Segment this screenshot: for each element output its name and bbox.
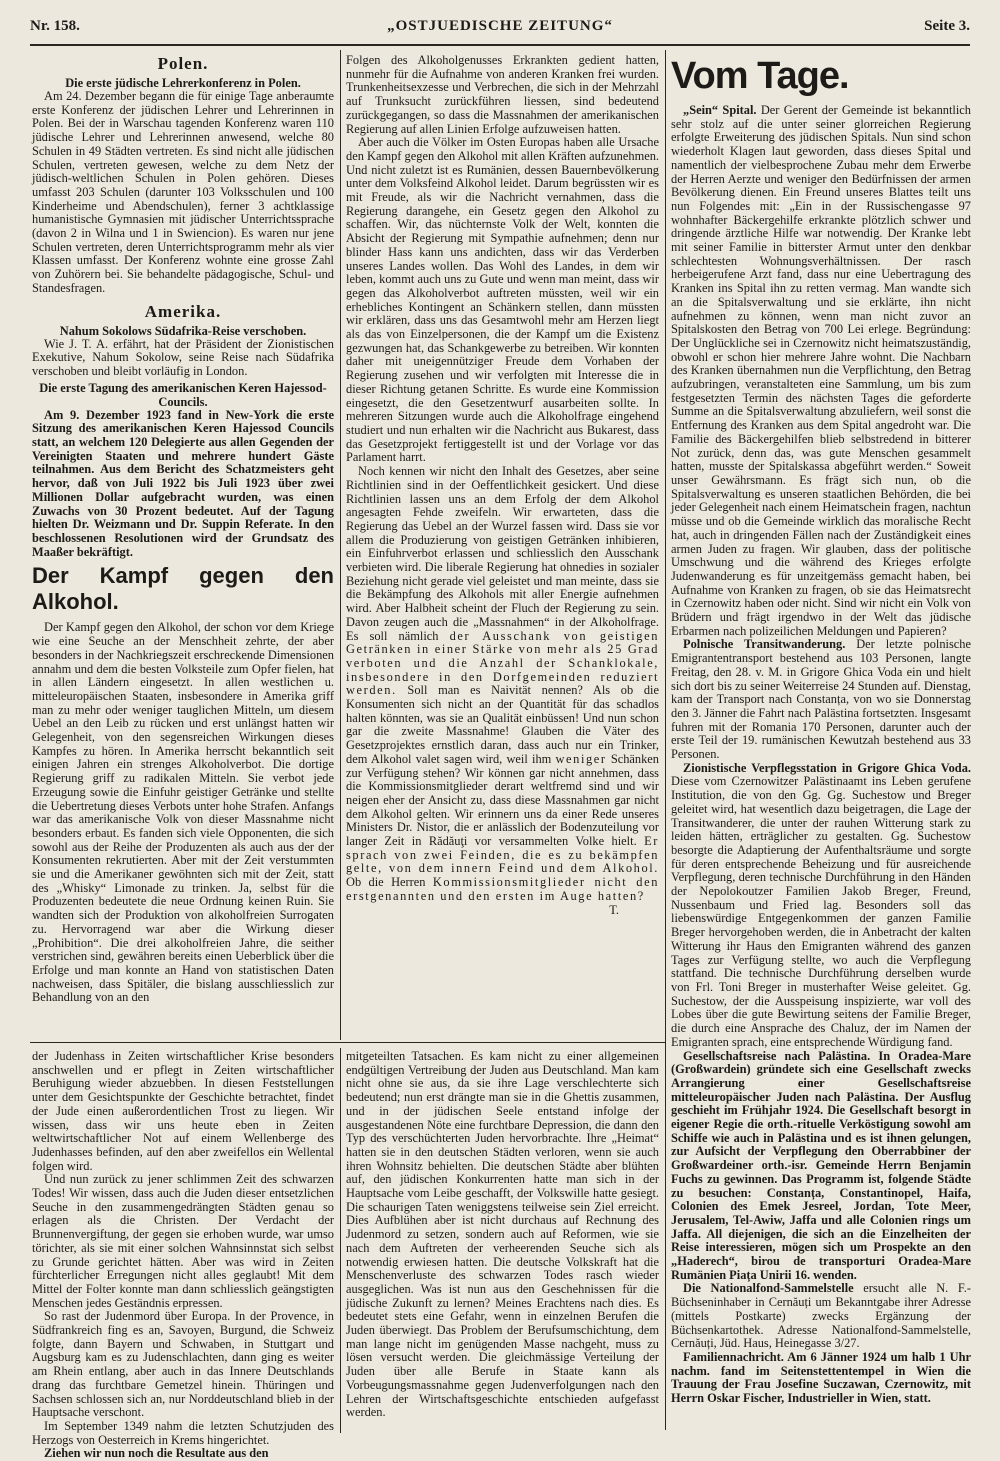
gesellschaftsreise-subheading: Gesellschaftsreise nach Palästina. xyxy=(683,1048,871,1063)
transit-article xyxy=(671,638,971,761)
column-rule-bottom xyxy=(340,1048,341,1433)
familie-text: Am 6 Jänner 1924 um halb 1 Uhr nachm. fand im Seitenstettentempel in Wien die Trauung der Frau Josefine Suczawan, Czernowitz, mit Herrn Oskar Fischer, Industrieller in Wien, statt. xyxy=(671,1349,971,1406)
column-1 xyxy=(32,54,334,1039)
polen-article: Am 24. Dezember begann die für einige Tage anberaumte erste Konferenz der jüdischen Lehrer und Lehrerinnen in Polen. Bei der in Warschau tagenden Konferenz waren 110 jüdische Lehrer und Lehrerinnen anwesend, welche 80 Schulen in 49 Städten vertreten. Es sind nicht alle jüdischen Schulen, vertreten gewesen, welche zu dem Netz der jüdisch-weltlichen Schulen in Polen gehören. Dieses umfasst 203 Schulen (darunter 103 Volksschulen und 100 Kinderheime und Abendschulen), ferner 3 achtklassige humanistische Gymnasien mit jüdischer Unterrichtssprache (davon 2 in Wilna und 1 in Swiencion). Es waren nur jene Schulen vertreten, deren Unterrichtsprogramm mehr als vier Klassen umfasst. Der Konferenz wohnte eine grosse Zahl von Zuhörern bei. Sie behandelte pädagogische, Schul- und Standesfragen. xyxy=(32,89,334,295)
judenhass-part6: mitgeteilten Tatsachen. Es kam nicht zu einer allgemeinen endgültigen Vertreibung der Juden aus Deutschland. Man kam nicht ohne sie aus, da sie ihre Lage verschlechterte sich bedeutend; nun erst drängte man sie in die Ghettis zusammen, und in der jüdischen Seele entstand infolge der ausgestandenen Nöte eine furchtbare Depression, die dann den Typ des verschüchterten Juden hervorbrachte. Ihre „Heimat“ hatten sie in den deutschen Städten verloren, wenn sie auch ihren Wohnsitz behielten. Die deutschen Städte aber blühten auf, den jüdischen Konkurrenten hatte man sich in der Hauptsache vom Leibe geschafft, der Volkswille hatte gesiegt. Die schaurigen Taten weniggstens teilweise sein Ziel erreicht. Dies Aufblühen aber ist nicht durchaus auf Rechnung des Judenmord zu setzen, sondern auch auf Reformen, wie sie nach dem Auftreten der verheerenden Seuche sich als notwendig erwiesen hatten. Die deutsche Volkskraft hat die Menschenverluste des schwarzen Todes rasch wieder ausgeglichen. Was ist nun aus den Geschehnissen für die jüdische Zukunft zu lernen? Meines Erachtens nach dies. Es bedeutet stets eine Gefahr, wenn in einzelnen Berufen die Juden überwiegt. Das Problem der Berufsumschichtung, dem man lange nicht im genügenden Masse nachgeht, muss zu lösen versucht werden. Die gleichmässige Verteilung der Juden über alle Berufe in Staate kann als Vorbeugungsmassnahme gegen Judenverfolgungen nach den Lehren der Wirtschaftsgeschichte entschieden aufgefasst werden. xyxy=(346,1049,659,1420)
alkohol-text-d: Ob die Herren xyxy=(346,875,433,890)
judenhass-part2: Und nun zurück zu jener schlimmen Zeit des schwarzen Todes! Wir wissen, dass auch die Juden dieser entsetzlichen Seuche in den zusammengedrängten Städten genau so erlagen als die Christen. Der Verdacht der Brunnenvergiftung, der gegen sie erhoben wurde, war umso törichter, als sie mit einer solchen Wahnsinnstat sich selbst zu Grunde gerichtet hätten. Aber was wird in Zeiten fürchterlicher Erregungen nicht alles geglaubt! Mit dem Mittel der Folter konnte man dann schliesslich geängstigten Menschen jedes Geständnis erpressen. xyxy=(32,1172,334,1310)
polen-subheading: Die erste jüdische Lehrerkonferenz in Polen. xyxy=(65,76,301,90)
bottom-column-right xyxy=(346,1050,659,1440)
alkohol-spaced-d: Kommissionsmitglieder nicht den erstgenannten und den ersten im Auge hatten? xyxy=(346,875,659,903)
spital-text: Der Gerent der Gemeinde ist bekanntlich sehr stolz auf die unter seiner glorreichen Regierung erfolgte Erweiterung des jüdischen Spitals. Nun sind schon wiederholt Klagen laut geworden, dass dieses Spital und namentlich der vielbesprochene Zubau mehr dem Erwerbe der Herren Aerzte und weniger den Bedürfnissen der armen Bevölkerung dienen. Ein Freund unseres Blattes teilt uns nun Folgendes mit: „Ein in der Russischengasse 97 wohnhafter Bäckergehilfe erkrankte plötzlich schwer und dringende ärztliche Hilfe war notwendig. Der Kranke lebt mit seiner Familie in bitterster Armut unter den denkbar schlechtesten Wohnungsverhältnissen. Der rasch herbeigerufene Arzt fand, dass nur eine Uebertragung des Kranken ins Spital ihn zu retten vermag. Man wandte sich an die Spitalsverwaltung und sie erklärte, ihn nicht aufnehmen zu können, wenn man nicht zuvor an Spitalskosten den Betrag von 700 Lei erlege. Begründung: Der Unglückliche sei in Czernowitz nicht heimatszuständig, obwohl er schon hier mehrere Jahre wohnt. Die Nachbarn des Kranken übernahmen nun die Verpflichtung, den Betrag aufzubringen, veranstalteten eine Sammlung, um bis zum festgesetzten Termin des nächsten Tages die geforderte Summe an die Spitalsverwaltung abzuliefern, weil sonst die Entfernung des Kranken aus dem Spital angedroht war. Die Familie des Bäckergehilfen blieb selbstredend in bitterer Not zurück, denn das, was gute Menschen gesammelt hatten, musste der Spitalskassa abgeführt werden.“ Soweit unser Gewährsmann. Es frägt sich nun, ob die Spitalsverwaltung es unseren staatlichen Behörden, die bei jeder Gelegenheit nach einem Heimatschein fragen, nachtun müsse und ob die Gemeinde wirklich das moralische Recht hat, auch in dringenden Fällen nach der Zuständigkeit eines armen Juden zu fragen. Wir glauben, dass der politische Umschwung und die während des Krieges erfolgte Judenwanderung es für unzeitgemäss gemacht haben, bei Aufnahme von Kranken zu fragen, ob sie das Heimatsrecht in Czernowitz haben oder nicht. Sind wir nicht ein Volk von Brüdern und frägt irgendwo in der Welt das jüdische Erbarmen nach polizeilichen Meldungen und Papieren? xyxy=(671,103,971,638)
alkohol-article-part3: Aber auch die Völker im Osten Europas haben alle Ursache den Kampf gegen den Alkohol mit allen Kräften aufzunehmen. Und nicht zuletzt ist es Rumänien, dessen Bauernbevölkerung unter dem Volksfeind Alkohol leidet. Darum begrüssten wir es mit Freude, als wir die Nachricht vernahmen, dass die Regierung darangehe, ein Gesetz gegen den Alkohol zu schaffen. Wir, das nüchternste Volk der Welt, konnten die Absicht der Regierung mit Sympathie aufnehmen; denn nur blinder Hass kann uns andichten, dass wir das Verderben unseres Landes wollen. Das Wohl des Landes, in dem wir leben, kommt auch uns zu Gute und wenn man meint, dass wir gegen das Alkoholverbot auftreten müssten, weil wir ein erhebliches Kontingent an Schänkern stellen, dann müssten wir erklären, dass uns das Gesamtwohl mehr am Herzen liegt als das von Einzelpersonen, die der Kampf um die Existenz gezwungen hat, das Schankgewerbe zu betreiben. Wir konnten daher mit uneigennütziger Freude dem Vorhaben der Regierung zusehen und wir verfolgten mit Interesse die in dieser Richtung getanen Schritte. Es wurde eine Kommission eingesetzt, die den Gesetzentwurf ausarbeiten sollte. In mehreren Sitzungen wurde auch die Alkoholfrage eingehend studiert und nun erhalten wir die Nachricht aus Bukarest, dass das Gesetzprojekt fertiggestellt ist und der Vorlage vor das Parlament harrt. xyxy=(346,135,659,465)
newspaper-title: „OSTJUEDISCHE ZEITUNG“ xyxy=(387,18,613,34)
nationalfond-text: ersucht alle N. F.-Büchseninhaber in Cernăuți um Bekanntgabe ihrer Adresse (mittels Postkarte) zwecks Ergänzung der Büchsenkartothek. Adresse Nationalfond-Sammelstelle, Cernăuți, Jüd. Haus, Heinegasse 3/27. xyxy=(671,1281,971,1351)
judenhass-part4: Im September 1349 nahm die letzten Schutzjuden des Herzogs von Oesterreich in Krems hingerichtet. xyxy=(32,1418,334,1447)
verpflegs-subheading: Zionistische Verpflegsstation in Grigore Ghica Voda. xyxy=(683,760,971,775)
gesellschaftsreise-article xyxy=(671,1050,971,1283)
spital-article xyxy=(671,104,971,638)
header-rule xyxy=(30,44,970,46)
alkohol-text-c: Schänken zur Verfügung stehen? Wir können gar nicht annehmen, dass die Kommissionsmitglieder derart weltfremd sind und wir neigen eher der Ansicht zu, dass diese Massnahmen gar nicht dem Alkohol gelten. Wir erinnern uns da einer Rede unseres Ministers Dr. Nistor, die er anlässlich der Bodenzuteilung vor langer Zeit in Rădăuţi vor versammelten Volke hielt. xyxy=(346,751,659,849)
alkohol-spaced-a: der Ausschank von geistigen Getränken in einer Stärke von mehr als 25 Grad verboten und die Anzahl der Schanklokale, insbesondere in den Dorfgemeinden reduziert werden. xyxy=(346,628,660,698)
gesellschaftsreise-text: In Oradea-Mare (Großwardein) gründete sich eine Gesellschaft zwecks Arrangierung einer Gesellschaftsreise mitteleuropäischer Juden nach Palästina. Der Ausflug geschieht im Frühjahr 1924. Die Gesellschaft besorgt in eigener Regie die orth.-rituelle Verköstigung sowohl am Schiffe wie auch in Palästina und es ist ihnen gelungen, zur Aufsicht der Verpflegung den Oberrabbiner der Großwardeiner orth.-isr. Gemeinde Herrn Benjamin Fuchs zu gewinnen. Das Programm ist, folgende Städte zu besuchen: Constanța, Constantinopel, Haifa, Colonien des Emek Jesreel, Jordan, Tote Meer, Jerusalem, Tel-Awiw, Jaffa und alle Colonien rings um Jaffa. All diejenigen, die sich an die Einzelheiten der Reise interessieren, mögen sich um Prospekte an den „Haderech“, birou de transporturi Oradea-Mare Rumänien Piața Unirii 16. wenden. xyxy=(671,1048,972,1282)
alkohol-article-part2: Folgen des Alkoholgenusses Erkrankten gedient hatten, nunmehr für die Aufnahme von anderen Kranken frei wurden. Trunkenheitsexzesse und Verbrechen, die sich in der Mehrzahl auf Trunksucht zurückführen liessen, sind bedeutend zurückgegangen, so dass die Massnahmen der amerikanischen Regierung auf allen Linien Erfolge aufzuweisen hatten. xyxy=(346,53,659,136)
keren-hajessod-article: Am 9. Dezember 1923 fand in New-York die erste Sitzung des amerikanischen Keren Hajessod Councils statt, an welchem 120 Delegierte aus allen Gegenden der Vereinigten Staaten und mehrere hundert Gäste teilnahmen. Aus dem Bericht des Schatzmeisters geht hervor, daß von Juli 1922 bis Juli 1923 über zwei Millionen Dollar aufgebracht wurden, was einen Zuwachs von 30 Prozent bedeutet. Auf der Tagung hielten Dr. Weizmann und Dr. Suppin Referate. In den beschlossenen Resolutionen wird der Grundsatz des Maaßer bekräftigt. xyxy=(32,407,334,559)
page-header xyxy=(30,18,970,42)
article-signature: T. xyxy=(609,902,619,917)
alkohol-heading: Der Kampf gegen den Alkohol. xyxy=(32,563,334,615)
section-rule xyxy=(30,1042,665,1043)
nationalfond-article xyxy=(671,1282,971,1351)
sokolow-subheading: Nahum Sokolows Südafrika-Reise verschoben. xyxy=(59,323,307,338)
amerika-heading: Amerika. xyxy=(144,301,222,321)
familie-subheading: Familiennachricht. xyxy=(683,1349,784,1364)
verpflegs-text: Diese vom Czernowitzer Palästinaamt ins Leben gerufene Institution, die von den Gg. Gg. Suchestow und Breger geleitet wird, hat wesentlich dazu beigetragen, die Lage der Transitwanderer, die unter der rauhen Witterung stark zu leiden hätten, erträglicher zu gestalten. Gg. Suchestow besorgte die Adaptierung der Aufenthaltsräume und sorgte für deren entsprechende Beheizung und für ausreichende Verpflegung, deren technische Durchführung in den Händen der Nepolokoutzer Familien Jakob Breger, Freund, Nussenbaum und Fried lag. Besonders soll das liebenswürdige Entgegenkommen der ganzen Familie Breger hervorgehoben werden, die in Anbetracht der kalten Witterung ihr Haus den Emigranten während des ganzen Tages zur Verfügung stellte, wo auch die Verpflegung stattfand. Die technische Durchführung derselben wurde von Frl. Toni Breger in musterhafter Weise geleitet. Gg. Suchestow, der die Ausspeisung inspizierte, war voll des Lobes über die gute Bewirtung seitens der Familie Breger, die durch eine Ansprache des Chaluz, der im Namen der Emigranten sprach, eine entsprechende Würdigung fand. xyxy=(671,774,971,1049)
keren-hajessod-subheading: Die erste Tagung des amerikanischen Keren Hajessod-Councils. xyxy=(39,380,327,409)
column-3 xyxy=(671,54,971,1429)
alkohol-text-a: Noch kennen wir nicht den Inhalt des Gesetzes, aber seine Richtlinien sind in der Oeffentlichkeit gesickert. Und diese Richtlinien lassen uns an dem Erfolg der dem Alkohol angesagten Fehde zweifeln. Wir erwarteten, dass die Regierung das Uebel an der Wurzel fassen wird. Dass sie vor allem die Produzierung von geistigen Getränken inhibieren, ein Einfuhrverbot erlassen und schliesslich den Ausschank verbieten wird. Die liberale Regierung hat ohnedies in sozialer Beziehung nicht gerade viel geleistet und man meinte, dass sie die Bekämpfung des Alkohols mit aller Energie aufnehmen wird. Aber Halbheit scheint der Fluch der Regierung zu sein. Davon zeugen auch die „Massnahmen“ in der Alkoholfrage. Es soll nämlich xyxy=(346,464,659,643)
transit-subheading: Polnische Transitwanderung. xyxy=(683,637,846,652)
alkohol-text-b: Soll man es Naivität nennen? Als ob die Konsumenten sich nicht an der Quantität für das schadlos halten könnten, was sie an Qualität einbüssen! Und nun schon gar die zweite Massnahme! Glauben die Väter des Gesetzprojektes ernstlich daran, dass auch nur ein Trinker, dem Alkohol valet sagen wird, weil ihm xyxy=(346,683,659,766)
vom-tage-heading: Vom Tage. xyxy=(671,55,849,97)
alkohol-article-part4 xyxy=(346,465,659,904)
bottom-column-left xyxy=(32,1049,334,1461)
judenhass-part3: So rast der Judenmord über Europa. In der Provence, in Südfrankreich fing es an, Savoyen, Burgund, die Schweiz folgte, dann Bayern und Schwaben, in Stuttgart und Augsburg kam es zu Judenschlachten, dann ging es weiter am Rhein entlang, aber auch in das Innere Deutschlands drang das furchtbare Gemetzel hinein. Thüringen und Sachsen schlossen sich an, nur Norddeutschland blieb in der Hauptsache verschont. xyxy=(32,1309,334,1420)
familie-article xyxy=(671,1351,971,1406)
verpflegs-article xyxy=(671,762,971,1050)
spital-subheading: „Sein“ Spital. xyxy=(683,103,757,117)
column-rule-2 xyxy=(665,50,666,1430)
judenhass-part1: der Judenhass in Zeiten wirtschaftlicher Krise besonders anschwellen und er pflegt in Zeiten wirtschaftlicher Beruhigung wieder abzuebben. In diesen Feststellungen unter dem Gesichtspunkte der Geschichte betrachtet, findet der Jude einen außerordentlichen Trost zu liegen. Wir wissen, dass wir uns heute eben in Zeiten weltwirtschaftlicher Not auf einem Wellenberge des Judenhasses befinden, auf den aber zweifellos ein Wellental folgen wird. xyxy=(32,1049,334,1173)
column-rule-1 xyxy=(340,50,341,1040)
alkohol-spaced-b: weniger xyxy=(555,751,607,766)
polen-heading: Polen. xyxy=(157,54,209,73)
alkohol-article-part1: Der Kampf gegen den Alkohol, der schon vor dem Kriege wie eine Seuche an der Menschheit zehrte, der aber besonders in der Nachkriegszeit erschreckende Dimensionen annahm und dem die besten Volksteile zum Opfer fielen, hat in allen Ländern eingesetzt. In allen westlichen u. mitteleuropäischen Staaten, insbesondere in Amerika griff man zu mehr oder weniger tauglichen Mitteln, um diesem Uebel an den Leib zu rücken und erst unlängst hatten wir Gelegenheit, von den segensreichen Wirkungen dieses Kampfes zu hören. In Amerika herrscht bekanntlich seit einigen Jahren ein strenges Alkoholverbot. Die dortige Regierung griff zu radikalen Mitteln. Sie verbot jede Erzeugung sowie die Einfuhr geistiger Getränke und stellte die Uebertretung dieses Verbots unter hohe Strafen. Anfangs war das amerikanische Volk von dieser Massnahme nicht besonders erbaut. Es fanden sich viele Opponenten, die sich sowohl aus der Reihe der Produzenten als auch aus der der Konsumenten rekrutierten. Aber mit der Zeit verstummten sie und die Amerikaner gewöhnten sich mit der Zeit, statt des „Whisky“ Limonade zu trinken. Ja, selbst für die Produzenten bedeutete die neue Ordnung keinen Ruin. Sie wandten sich der Produktion von alkoholfreien Surrogaten zu. Hervorragend war aber die Wirkung dieser „Prohibition“. Die drei alkoholfreien Jahre, die seither verstrichen sind, gewähren bereits einen Ueberblick über die Erfolge und man konnte an Hand von statistischen Daten nachweisen, dass Spitäler, die bislang ausschliesslich zur Behandlung von an den xyxy=(32,620,334,1005)
page-number: Seite 3. xyxy=(924,18,970,34)
issue-number: Nr. 158. xyxy=(30,18,80,34)
column-2 xyxy=(346,54,659,1039)
judenhass-part5: Ziehen wir nun noch die Resultate aus den xyxy=(44,1446,269,1461)
transit-text: Der letzte polnische Emigrantentransport bestehend aus 103 Personen, langte Freitag, den 28. v. M. in Grigore Ghica Voda ein und hielt sich dort bis zu seiner Weiterreise 24 Stunden auf. Dienstag, kam der Transport nach Constanța, von wo sie Donnerstag den 3. Jänner die Fahrt nach Palästina fortsetzten. Insgesamt fuhren mit der Romania 170 Personen, darunter auch der erste Teil der 19. rumänischen Kewutzah bestehend aus 33 Personen. xyxy=(671,637,971,762)
alkohol-spaced-c: Er sprach von zwei Feinden, die es zu bekämpfen gelte, von dem innern Feind und dem Alkohol. xyxy=(346,834,659,876)
sokolow-article: Wie J. T. A. erfährt, hat der Präsident der Zionistischen Exekutive, Nahum Sokolow, seine Reise nach Südafrika verschoben und bleibt vorläufig in London. xyxy=(32,336,334,378)
nationalfond-subheading: Die Nationalfond-Sammelstelle xyxy=(683,1281,854,1296)
